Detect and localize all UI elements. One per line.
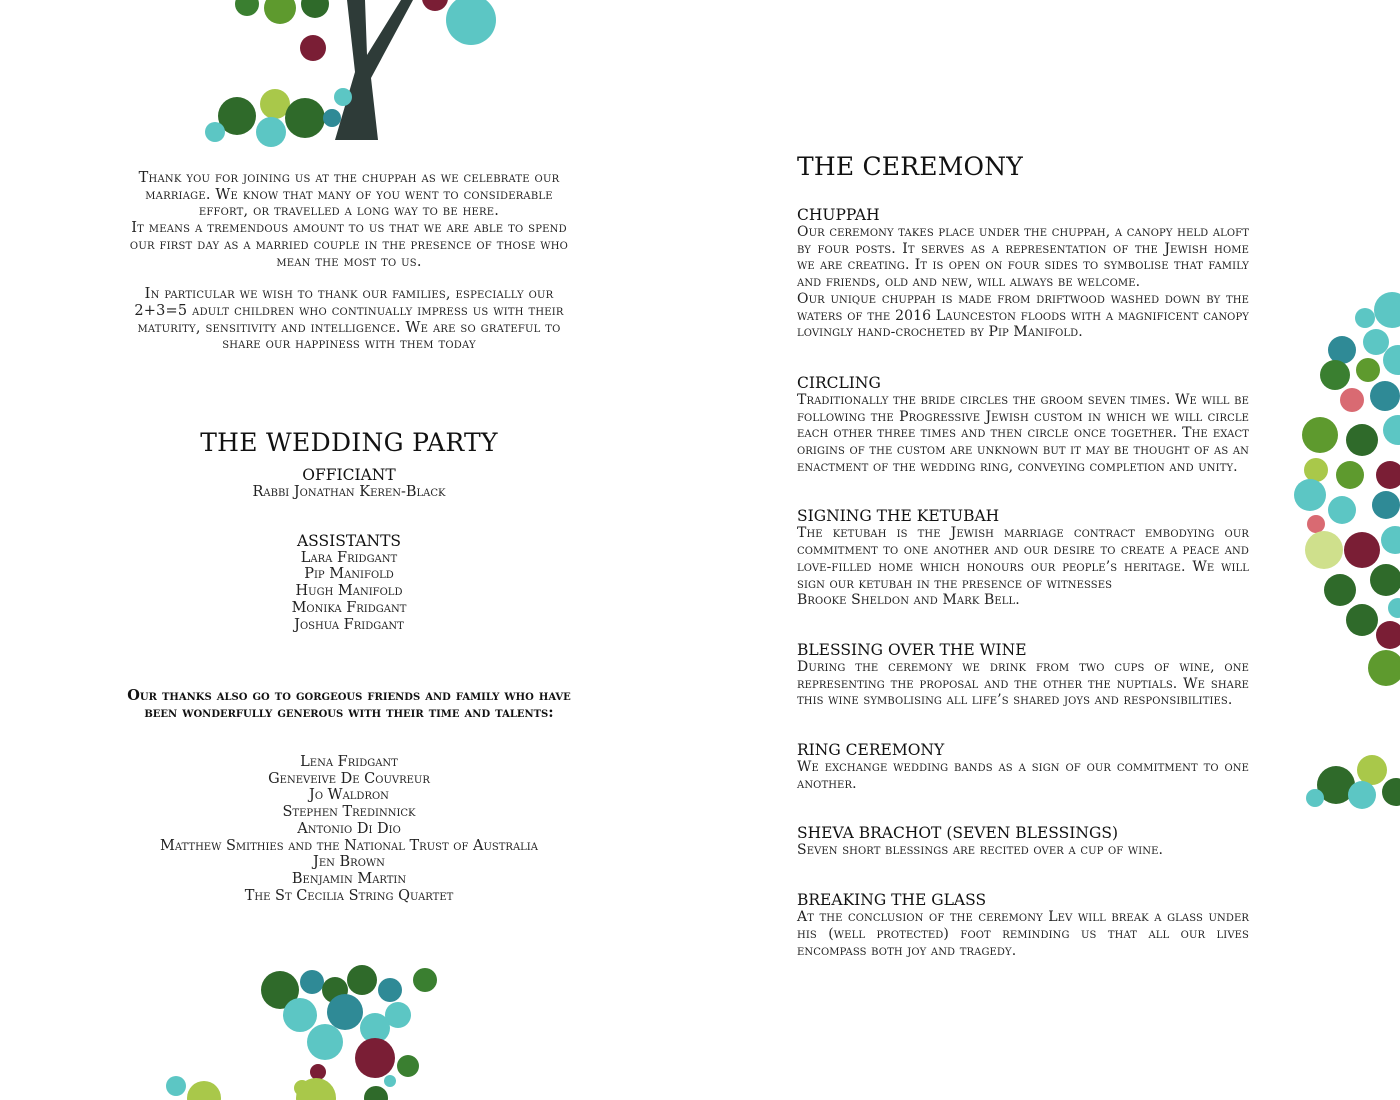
list-item: Stephen Tredinnick — [282, 804, 416, 821]
welcome-paragraph-1: Thank you for joining us at the chuppah as we celebrate our marriage. We know that many of you went to considerable effort, or travelled a long way to be here. — [138, 170, 560, 220]
section-heading: CIRCLING — [797, 373, 881, 392]
section-heading: SHEVA BRACHOT (SEVEN BLESSINGS) — [797, 824, 1118, 843]
list-item: Antonio Di Dio — [297, 820, 401, 837]
section-body: At the conclusion of the ceremony Lev will break a glass under his (well protected) foot reminding us that all our lives encompass both joy and tragedy. — [797, 909, 1249, 959]
list-item: Matthew Smithies and the National Trust of Australia — [160, 837, 538, 854]
list-item: Monika Fridgant — [291, 599, 407, 616]
section-body: Our unique chuppah is made from driftwood washed down by the waters of the 2016 Launceston floods with a magnificent canopy lovingly hand-crocheted by Pip Manifold. — [797, 290, 1249, 341]
ceremony-item-circling — [797, 375, 1249, 476]
friends-list — [125, 754, 573, 904]
welcome-paragraph-3: In particular we wish to thank our families, especially our 2+3=5 adult children who continually impress us with their maturity, sensitivity and intelligence. We are so grateful to share our happiness with them today — [134, 286, 564, 353]
list-item: Benjamin Martin — [291, 870, 407, 887]
wedding-party-title: THE WEDDING PARTY — [200, 428, 498, 457]
list-item: The St Cecilia String Quartet — [244, 887, 454, 904]
ceremony-title: THE CEREMONY — [797, 152, 1023, 181]
section-body: Brooke Sheldon and Mark Bell. — [797, 592, 1020, 609]
ceremony-item-ring — [797, 742, 1249, 792]
list-item: Jo Waldron — [309, 787, 389, 804]
ceremony-item-sheva-brachot — [797, 825, 1249, 859]
section-body: Our ceremony takes place under the chuppah, a canopy held aloft by four posts. It serves as a representation of the Jewish home we are creating. It is open on four sides to symbolise that family and friends, old and new, will always be welcome. — [797, 224, 1249, 291]
tree-canopy-right — [1290, 290, 1400, 820]
list-item: Geneveive De Couvreur — [268, 770, 430, 787]
list-item: Lena Fridgant — [300, 754, 398, 770]
welcome-message — [125, 170, 573, 353]
list-item: Joshua Fridgant — [294, 616, 404, 633]
ceremony-item-glass — [797, 892, 1249, 959]
tree-illustration-top — [195, 0, 425, 150]
section-body: We exchange wedding bands as a sign of our commitment to one another. — [797, 759, 1249, 792]
dots-illustration-bottom — [140, 960, 460, 1100]
section-body: During the ceremony we drink from two cups of wine, one representing the proposal and the other the nuptials. We share this wine symbolising all life’s shared joys and responsibilities. — [797, 658, 1249, 709]
list-item: Pip Manifold — [304, 566, 394, 583]
assistants-list — [125, 550, 573, 634]
section-body: Seven short blessings are recited over a cup of wine. — [797, 842, 1164, 859]
section-heading: BREAKING THE GLASS — [797, 891, 987, 910]
section-heading: RING CEREMONY — [797, 741, 945, 760]
ceremony-section — [797, 152, 1249, 959]
section-heading: SIGNING THE KETUBAH — [797, 507, 1000, 526]
list-item: Jen Brown — [313, 854, 385, 871]
ceremony-item-wine — [797, 642, 1249, 709]
welcome-paragraph-2: It means a tremendous amount to us that we are able to spend our first day as a married couple in the presence of those who mean the most to us. — [129, 220, 569, 270]
ceremony-item-chuppah — [797, 207, 1249, 341]
assistants-label: ASSISTANTS — [296, 531, 402, 550]
ceremony-item-ketubah — [797, 508, 1249, 609]
officiant-label: OFFICIANT — [302, 466, 396, 484]
section-heading: CHUPPAH — [797, 206, 880, 224]
thanks-heading: Our thanks also go to gorgeous friends and family who have been wonderfully generous with their time and talents: — [127, 687, 571, 721]
section-heading: BLESSING OVER THE WINE — [797, 640, 1027, 659]
wedding-party-section — [125, 428, 573, 633]
section-body: Traditionally the bride circles the groom seven times. We will be following the Progressive Jewish custom in which we will circle each other three times and then circle once together. The exact origins of the custom are unknown but it may be thought of as an enactment of the wedding ring, conveying completion and unity. — [797, 391, 1249, 475]
list-item: Lara Fridgant — [300, 549, 398, 566]
section-body: The ketubah is the Jewish marriage contract embodying our commitment to one another and our desire to create a peace and love-filled home which honours our people’s heritage. We will sign our ketubah in the presence of witnesses — [797, 525, 1249, 592]
list-item: Hugh Manifold — [295, 583, 403, 600]
officiant-name: Rabbi Jonathan Keren-Black — [252, 484, 446, 500]
